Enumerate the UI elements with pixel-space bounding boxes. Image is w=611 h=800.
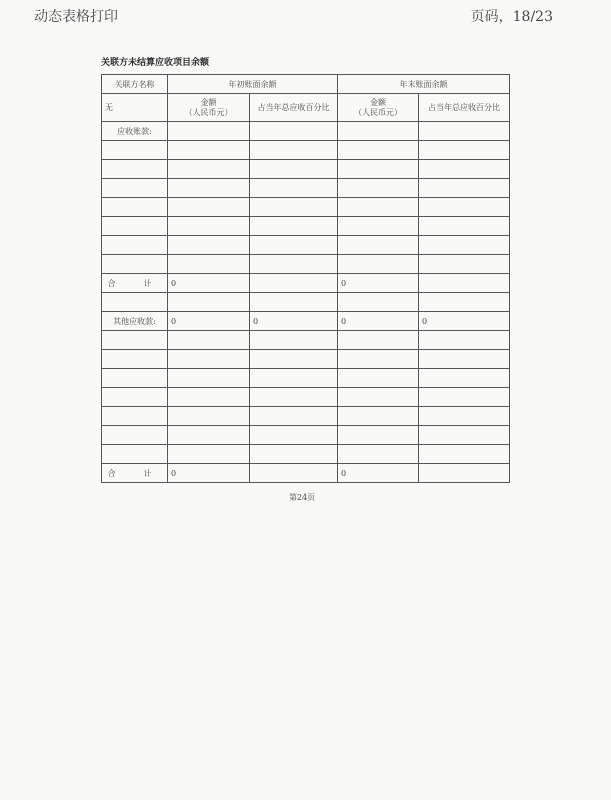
cell <box>102 255 168 274</box>
s1-total-end-amount: 0 <box>338 274 419 293</box>
cell <box>168 198 250 217</box>
cell <box>250 426 338 445</box>
section-row-other-receivables <box>102 312 510 331</box>
cell <box>338 388 419 407</box>
cell <box>338 407 419 426</box>
cell <box>419 407 510 426</box>
cell <box>102 217 168 236</box>
table-row <box>102 407 510 426</box>
total-row-other-receivables <box>102 464 510 483</box>
party-name-value: 无 <box>102 94 168 122</box>
table-row <box>102 217 510 236</box>
s1-total-begin-amount: 0 <box>168 274 250 293</box>
cell <box>102 236 168 255</box>
table-row <box>102 293 510 312</box>
cell <box>419 293 510 312</box>
col-group-end-balance: 年末账面余额 <box>338 75 510 94</box>
cell <box>250 179 338 198</box>
cell <box>102 426 168 445</box>
cell <box>102 198 168 217</box>
cell <box>168 369 250 388</box>
table-row <box>102 445 510 464</box>
cell <box>168 426 250 445</box>
header-row <box>102 75 510 94</box>
s2-begin-percent: 0 <box>250 312 338 331</box>
total-row-receivables <box>102 274 510 293</box>
col-begin-percent: 占当年总应收百分比 <box>250 94 338 122</box>
cell <box>168 217 250 236</box>
col-end-percent: 占当年总应收百分比 <box>419 94 510 122</box>
table-row <box>102 369 510 388</box>
s2-end-percent: 0 <box>419 312 510 331</box>
cell <box>102 179 168 198</box>
table-row <box>102 179 510 198</box>
table-row <box>102 236 510 255</box>
cell <box>168 160 250 179</box>
section-label-other-receivables: 其他应收款: <box>102 312 168 331</box>
cell <box>168 350 250 369</box>
cell <box>250 331 338 350</box>
cell <box>338 426 419 445</box>
cell <box>102 350 168 369</box>
cell <box>250 445 338 464</box>
cell <box>419 198 510 217</box>
table-row <box>102 255 510 274</box>
col-begin-amount <box>168 94 250 122</box>
col-group-begin-balance: 年初账面余额 <box>168 75 338 94</box>
table-row <box>102 350 510 369</box>
cell <box>168 407 250 426</box>
cell <box>419 217 510 236</box>
cell <box>338 255 419 274</box>
cell <box>102 407 168 426</box>
cell <box>419 274 510 293</box>
cell <box>168 236 250 255</box>
cell <box>338 331 419 350</box>
col-end-amount <box>338 94 419 122</box>
cell <box>102 293 168 312</box>
cell <box>250 141 338 160</box>
table-row <box>102 426 510 445</box>
cell <box>168 445 250 464</box>
s2-end-amount: 0 <box>338 312 419 331</box>
cell <box>250 160 338 179</box>
cell <box>419 122 510 141</box>
cell <box>338 122 419 141</box>
cell <box>168 255 250 274</box>
cell <box>338 179 419 198</box>
table-row <box>102 141 510 160</box>
page-counter: 页码，18/23 <box>470 9 553 25</box>
cell <box>419 331 510 350</box>
cell <box>102 388 168 407</box>
col-party-name: 关联方名称 <box>102 75 168 94</box>
total-label: 合 计 <box>102 464 168 483</box>
cell <box>168 293 250 312</box>
cell <box>102 160 168 179</box>
cell <box>338 293 419 312</box>
cell <box>168 141 250 160</box>
cell <box>419 350 510 369</box>
cell <box>419 255 510 274</box>
currency-label: （人民币元） <box>354 107 402 117</box>
cell <box>102 369 168 388</box>
print-header-title: 动态表格打印 <box>34 9 118 25</box>
cell <box>338 198 419 217</box>
cell <box>250 255 338 274</box>
amount-label: 金额 <box>200 97 217 107</box>
cell <box>250 236 338 255</box>
table-row <box>102 388 510 407</box>
cell <box>338 236 419 255</box>
cell <box>338 160 419 179</box>
s2-total-begin-amount: 0 <box>168 464 250 483</box>
cell <box>338 217 419 236</box>
table-title: 关联方未结算应收项目余额 <box>101 58 210 68</box>
cell <box>419 141 510 160</box>
cell <box>250 122 338 141</box>
cell <box>102 331 168 350</box>
subheader-row <box>102 94 510 122</box>
cell <box>250 369 338 388</box>
table-row <box>102 198 510 217</box>
table-row <box>102 160 510 179</box>
cell <box>168 331 250 350</box>
cell <box>419 236 510 255</box>
cell <box>338 141 419 160</box>
cell <box>250 407 338 426</box>
cell <box>419 426 510 445</box>
cell <box>250 464 338 483</box>
s2-begin-amount: 0 <box>168 312 250 331</box>
table-row <box>102 331 510 350</box>
cell <box>102 141 168 160</box>
cell <box>419 445 510 464</box>
cell <box>168 179 250 198</box>
total-label: 合 计 <box>102 274 168 293</box>
cell <box>250 350 338 369</box>
cell <box>168 388 250 407</box>
cell <box>250 274 338 293</box>
cell <box>419 179 510 198</box>
cell <box>250 217 338 236</box>
amount-label: 金额 <box>370 97 386 107</box>
cell <box>168 122 250 141</box>
currency-label: （人民币元） <box>184 107 233 117</box>
cell <box>250 198 338 217</box>
cell <box>419 160 510 179</box>
related-party-receivables-table <box>101 74 510 483</box>
page-number: 第24页 <box>289 493 316 502</box>
cell <box>419 464 510 483</box>
cell <box>250 293 338 312</box>
section-row-receivables <box>102 122 510 141</box>
s2-total-end-amount: 0 <box>338 464 419 483</box>
cell <box>338 445 419 464</box>
section-label-receivables: 应收账款: <box>102 122 168 141</box>
cell <box>338 369 419 388</box>
cell <box>250 388 338 407</box>
cell <box>102 445 168 464</box>
cell <box>419 388 510 407</box>
cell <box>338 350 419 369</box>
cell <box>419 369 510 388</box>
